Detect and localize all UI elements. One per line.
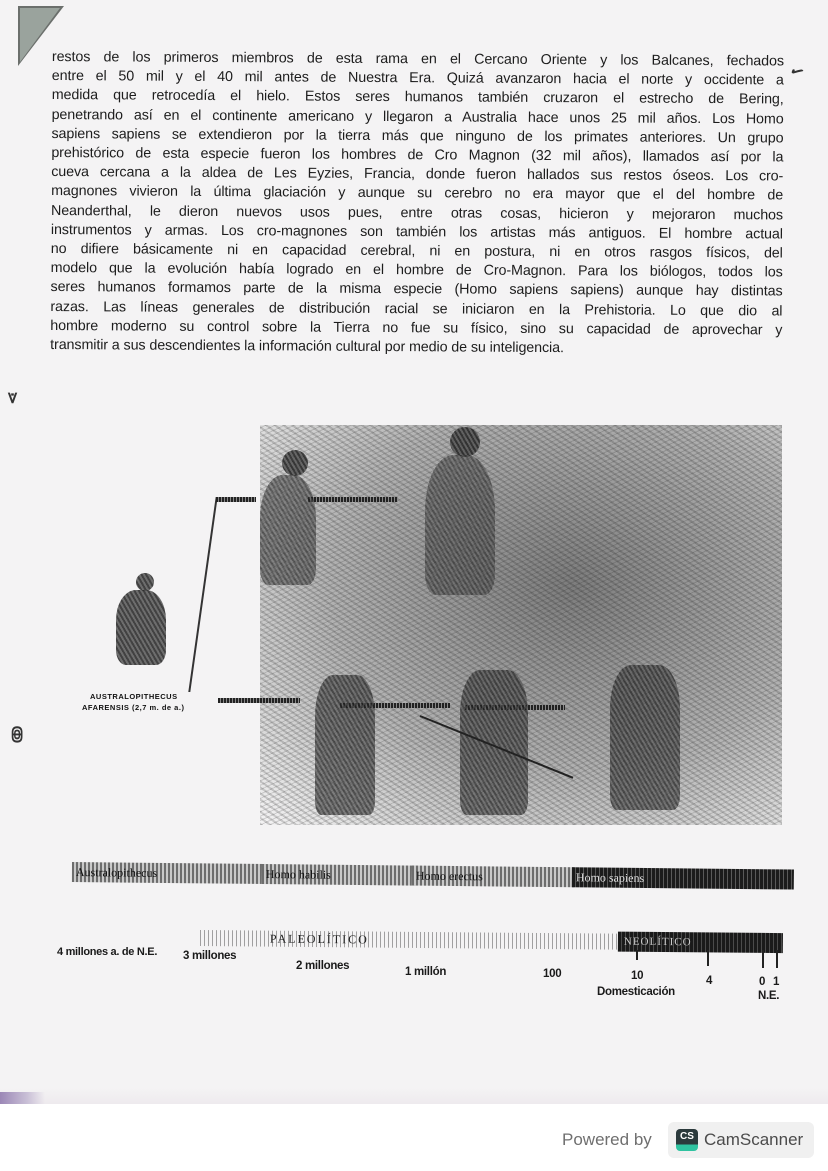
axis-label-2-millones: 2 millones — [296, 960, 350, 972]
text-line: prehistórico de esta especie fueron los hombres de Cro Magnon (32 mil años), llamados así por la — [51, 145, 784, 166]
axis-label-3-millones: 3 millones — [183, 950, 237, 962]
text-line: seres humanos formamos parte de la misma especie (Homo sapiens sapiens) aunque hay distintas — [50, 279, 783, 300]
timeline-segment-homo-erectus: Homo erectus — [412, 866, 576, 888]
camscanner-badge[interactable] — [668, 1122, 814, 1158]
text-line: cueva cercana a la aldea de Les Eyzies, Francia, donde fueron hallados sus restos óseos. Los cro- — [51, 164, 784, 185]
text-line: restos de los primeros miembros de esta rama en el Cercano Oriente y los Balcanes, fechados — [51, 48, 784, 70]
timeline-segment-australopithecus: Australopithecus — [72, 862, 266, 884]
text-line: transmitir a sus descendientes la información cultural por medio de su inteligencia. — [50, 337, 564, 357]
axis-tick — [636, 950, 638, 960]
bracket-line — [188, 497, 217, 692]
axis-label-1-millon: 1 millón — [405, 966, 447, 978]
camscanner-logo-icon: CS — [676, 1129, 698, 1151]
powered-by-text: Powered by — [562, 1130, 652, 1149]
axis-label-4-millones: 4 millones a. de N.E. — [57, 946, 158, 958]
checkmark-annotation-icon: ✓ — [785, 61, 807, 84]
axis-tick — [776, 950, 778, 968]
text-line: no difiere básicamente ni en capacidad cerebral, ni en postura, ni en otros rasgos físicos, del — [50, 241, 783, 262]
axis-label-4: 4 — [706, 975, 713, 987]
hominid-figure-australopithecus — [116, 590, 166, 665]
axis-label-0: 0 — [759, 976, 766, 988]
camscanner-brand-name: CamScanner — [704, 1130, 804, 1149]
axis-tick — [762, 950, 764, 968]
axis-tick — [707, 950, 709, 966]
text-line: penetrando así en el continente americano y llegaron a Australia hace unos 25 mil años. Los Homo — [51, 106, 784, 128]
label-strip — [216, 497, 256, 502]
scan-edge — [0, 1088, 828, 1104]
text-line: magnones vivieron la última glaciación y aunque su cerebro no era mayor que el del hombre de — [51, 183, 784, 204]
paleolithic-segment: PALEOLÍTICO — [200, 930, 618, 950]
australopithecus-label: AUSTRALOPITHECUS — [90, 692, 178, 701]
text-line: razas. Las líneas generales de distribución racial se iniciaron en la Prehistoria. Lo que dio al — [50, 298, 783, 320]
hominid-figure-homo-habilis — [260, 475, 316, 585]
body-paragraph — [50, 48, 784, 360]
hominid-figure-head — [282, 450, 308, 476]
period-timeline-bar — [200, 928, 785, 953]
timeline-segment-homo-sapiens: Homo sapiens — [572, 867, 794, 889]
domestication-label: Domesticación — [597, 986, 675, 998]
hominid-figure-head — [136, 573, 154, 591]
hominid-figure-homo-sapiens — [610, 665, 680, 810]
label-strip — [308, 497, 398, 502]
hominid-figure-neanderthal — [315, 675, 375, 815]
margin-mark-icon: ↂ — [9, 725, 26, 744]
margin-mark-icon: ⋗ — [3, 391, 21, 405]
text-line: modelo que la evolución había logrado en el hombre de Cro-Magnon. Para los biólogos, todos los — [50, 260, 783, 281]
axis-label-10: 10 — [631, 970, 644, 982]
text-line: medida que retrocedía el hielo. Estos seres humanos también cruzaron el estrecho de Bering, — [51, 87, 784, 108]
text-line: instrumentos y armas. Los cro-magnones son también los artistas más antiguos. El hombre actual — [50, 221, 783, 243]
scan-smudge — [0, 1092, 45, 1104]
neolithic-segment: NEOLÍTICO — [618, 932, 783, 953]
text-line: sapiens sapiens se extendieron por la tierra más que ninguno de los primates anteriores. Un grupo — [51, 125, 784, 147]
hominid-figure-cro-magnon — [460, 670, 528, 815]
species-timeline-bar — [72, 862, 790, 908]
axis-label-100: 100 — [543, 968, 562, 980]
text-line: hombre moderno su control sobre la Tierra no fue su físico, sino su capacidad de aprovechar y — [50, 317, 783, 339]
hominid-figure-head — [450, 427, 480, 457]
era-label: N.E. — [758, 990, 780, 1002]
australopithecus-sublabel: AFARENSIS (2,7 m. de a.) — [82, 703, 185, 712]
axis-label-1: 1 — [773, 976, 780, 988]
timeline-segment-homo-habilis: Homo habilis — [262, 864, 416, 886]
hominid-evolution-illustration — [82, 405, 782, 830]
text-line: entre el 50 mil y el 40 mil antes de Nuestra Era. Quizá avanzaron hacia el norte y occidente a — [51, 68, 784, 89]
label-strip — [218, 698, 300, 703]
hominid-figure-homo-erectus — [425, 455, 495, 595]
text-line: Neanderthal, le dieron nuevos usos pues, entre otras cosas, hicieron y mejoraron muchos — [50, 202, 784, 224]
